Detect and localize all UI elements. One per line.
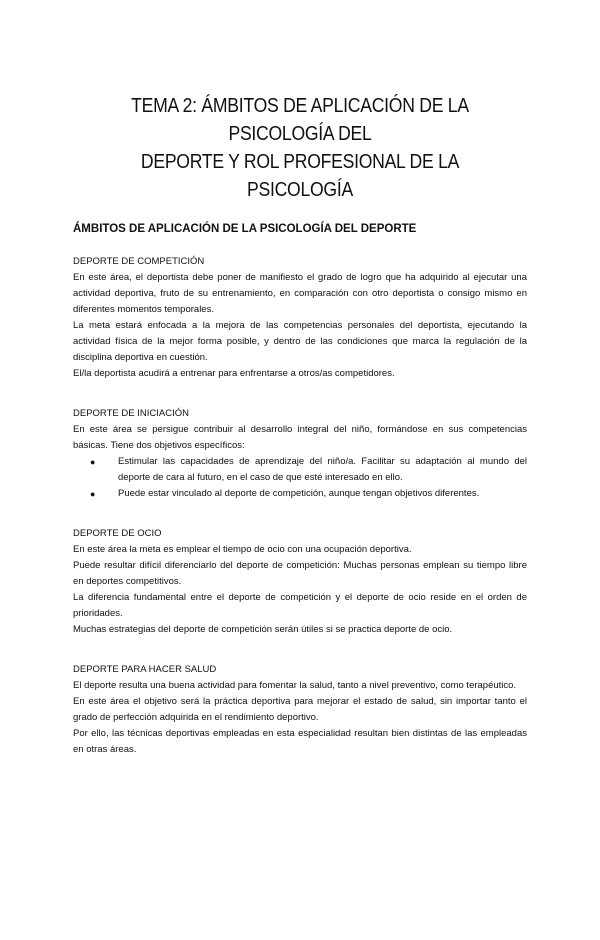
paragraph: La meta estará enfocada a la mejora de las competencias personales del deportista, ejecutando la actividad física de la mejor forma posible, y dentro de las condiciones que marca la regulación de la disciplina deportiva en cuestión.	[73, 320, 527, 363]
subheading-ocio: DEPORTE DE OCIO	[73, 528, 162, 539]
list-item-text: Estimular las capacidades de aprendizaje del niño/a. Facilitar su adaptación al mundo del deporte de cara al futuro, en el caso de que esté interesado en ello.	[118, 456, 527, 483]
bullet-icon: ●	[90, 457, 96, 467]
paragraph: El deporte resulta una buena actividad para fomentar la salud, tanto a nivel preventivo, como terapéutico.	[73, 680, 517, 691]
paragraph: La diferencia fundamental entre el deporte de competición y el deporte de ocio reside en el orden de prioridades.	[73, 592, 527, 619]
title-line-2: DEPORTE Y ROL PROFESIONAL DE LA PSICOLOGÍA	[140, 151, 460, 201]
paragraph: En este área la meta es emplear el tiempo de ocio con una ocupación deportiva.	[73, 544, 412, 555]
paragraph: Puede resultar difícil diferenciarlo del deporte de competición: Muchas personas emplean su tiempo libre en deportes competitivos.	[73, 560, 527, 587]
bullet-list	[73, 454, 527, 502]
document-page	[0, 92, 600, 940]
subheading-iniciacion: DEPORTE DE INICIACIÓN	[73, 408, 189, 419]
title-line-1: TEMA 2: ÁMBITOS DE APLICACIÓN DE LA PSICOLOGÍA DEL	[131, 95, 469, 145]
paragraph: El/la deportista acudirá a entrenar para enfrentarse a otros/as competidores.	[73, 368, 395, 379]
list-item-text: Puede estar vinculado al deporte de competición, aunque tengan objetivos diferentes.	[118, 488, 480, 499]
subheading-salud: DEPORTE PARA HACER SALUD	[73, 664, 217, 675]
page-title	[100, 92, 500, 204]
section-title: ÁMBITOS DE APLICACIÓN DE LA PSICOLOGÍA DEL DEPORTE	[73, 223, 417, 235]
paragraph: Muchas estrategias del deporte de competición serán útiles si se practica deporte de ocio.	[73, 624, 453, 635]
paragraph: En este área el objetivo será la práctica deportiva para mejorar el estado de salud, sin importar tanto el grado de perfección adquirida en el rendimiento deportivo.	[73, 696, 527, 723]
list-item	[90, 454, 527, 486]
paragraph: En este área se persigue contribuir al desarrollo integral del niño, formándose en sus competencias básicas. Tiene dos objetivos específicos:	[73, 424, 527, 451]
bullet-icon: ●	[90, 489, 96, 499]
paragraph: En este área, el deportista debe poner de manifiesto el grado de logro que ha adquirido al ejecutar una actividad deportiva, fruto de su entrenamiento, en comparación con otro deportista o consigo mismo en diferentes momentos temporales.	[73, 272, 527, 315]
paragraph: Por ello, las técnicas deportivas empleadas en esta especialidad resultan bien distintas de las empleadas en otras áreas.	[73, 728, 527, 755]
subheading-competicion: DEPORTE DE COMPETICIÓN	[73, 256, 205, 267]
list-item	[90, 486, 527, 502]
